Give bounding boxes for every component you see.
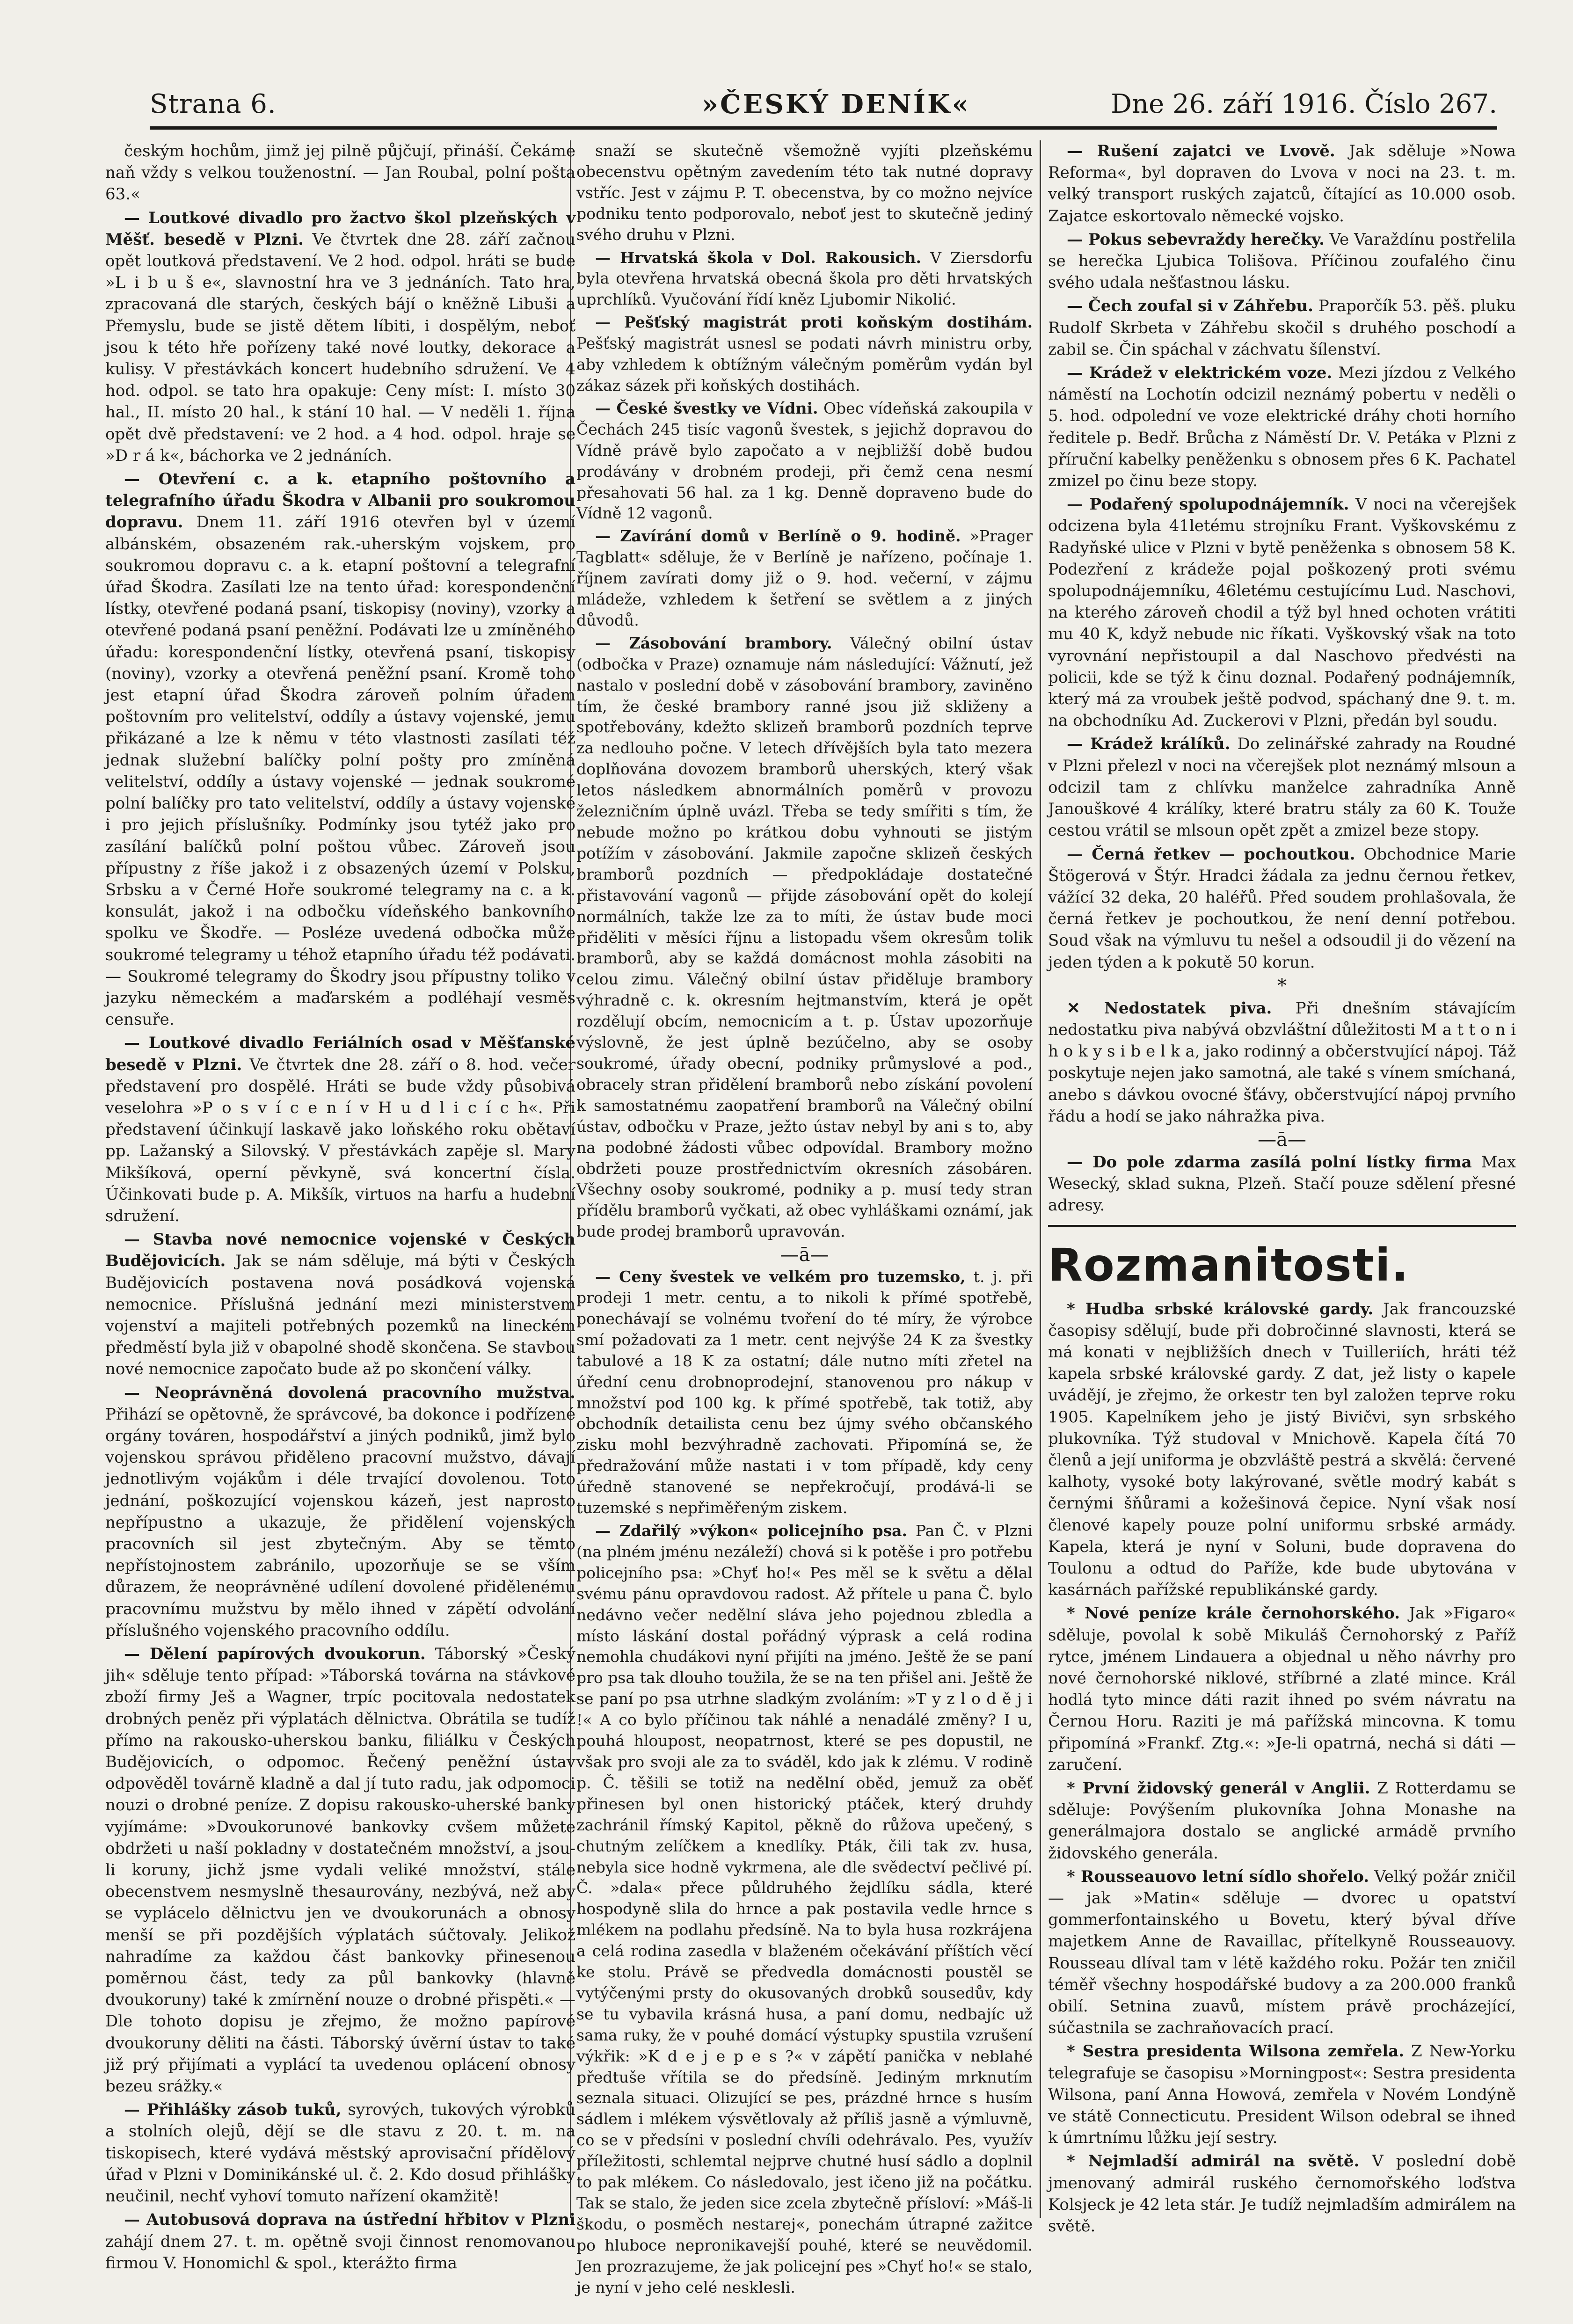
news-article — [105, 468, 575, 1030]
section-heading-rozmanitosti: Rozmanitosti. — [1048, 1238, 1410, 1291]
article-headline: — Zdařilý »výkon« policejního psa. — [595, 1522, 908, 1540]
article-body: snaží se skutečně všemožně vyjíti plzeňskému obecenstvu opětným zavedením této tak nutné dopravy vstříc. Jest v zájmu P. T. obecenstva, by co možno nejvíce podniku tento podporovalo, neboť jest to skutečně jediný svého druhu v Plzni. — [576, 141, 1033, 244]
article-headline: — Krádež v elektrickém voze. — [1067, 364, 1333, 383]
article-headline: * Nejmladší admirál na světě. — [1067, 2152, 1360, 2171]
article-body: t. j. při prodeji 1 metr. centu, a to nikoli k přímé spotřebě, ponechávají se volnému tvoření do té míry, že výrobce smí požadovati za 1 metr. cent nejvýše 24 K za švestky tabulové a 18 K za ostatní; dále nutno míti zřetel na úřední cenu drobnoprodejní, stanovenou pro nákup v množství pod 100 kg. k přímé spotřebě, tak totiž, aby obchodník detailista cenu bez újmy svého občanského zisku mohl bezvýhradně zachovati. Připomíná se, že předražování může nastati i v tom případě, kdy ceny úředně stanovené se nepřekročují, prodává-li se tuzemské s nepřiměřeným ziskem. — [576, 1268, 1033, 1517]
article-headline: * Nové peníze krále černohorského. — [1067, 1604, 1400, 1623]
news-article — [1048, 1151, 1516, 1217]
issue-date: Dne 26. září 1916. Číslo 267. — [1111, 89, 1497, 119]
news-article — [105, 1032, 575, 1227]
article-headline: — Přihlášky zásob tuků, — [124, 2100, 342, 2120]
article-body: Do zelinářské zahrady na Roudné v Plzni přelezl v noci na včerejšek plot neznámý mlsoun a odcizil tam z chlívku manželce zahradníka Anně Janouškové 4 králíky, které bratru stály za 60 K. Touže cestou vrátil se mlsoun opět zpět a zmizel beze stopy. — [1048, 735, 1516, 840]
article-body: Jak francouzské časopisy sdělují, bude při dobročinné slavnosti, která se má konati v nejbližších dnech v Tuilleriích, hráti též kapela srbské královské gardy. Z dat, jež listy o kapele uvádějí, je zřejmo, že orkestr ten byl založen teprve roku 1905. Kapelníkem jeho je jistý Bivičvi, syn srbského plukovníka. Týž studoval v Mnichově. Kapela čítá 70 členů a její uniforma je obzvláště pestrá a skvělá: červené kalhoty, vysoké boty lakýrované, světle modrý kabát s černými šňůrami a kožešinová čepice. Nyní však nosí členové kapely pouze polní uniformu srbské armády. Kapela, která je nyní v Soluni, bude dopravena do Toulonu a odtud do Paříže, kde bude ubytována v kasárnách pařížské republikánské gardy. — [1048, 1299, 1516, 1600]
news-article — [576, 1267, 1033, 1519]
news-article — [105, 1643, 575, 2097]
article-headline: * První židovský generál v Anglii. — [1067, 1779, 1370, 1798]
news-article — [105, 1229, 575, 1380]
article-body: Ve čtvrtek dne 28. září o 8. hod. večer představení pro dospělé. Hráti se bude vždy působivá veselohra »P o s v í c e n í v H u d l i c í c h«. Při představení účinkují laskavě jako loňského roku obětaví pp. Lažanský a Silovský. V přestávkách zapěje sl. Mary Mikšíková, operní pěvkyně, svá koncertní čísla. Účinkovati bude p. A. Mikšík, virtuos na harfu a hudební sdružení. — [105, 1055, 576, 1225]
news-article — [576, 526, 1033, 631]
article-headline: — Rušení zajatci ve Lvově. — [1067, 142, 1335, 160]
article-body: českým hochům, jimž jej pilně půjčují, přináší. Čekáme naň vždy s velkou touženostní. — Jan Roubal, polní pošta 63.« — [105, 142, 575, 204]
news-article — [1048, 733, 1516, 841]
news-article — [576, 398, 1033, 524]
article-headline: — Zavírání domů v Berlíně o 9. hodině. — [595, 527, 961, 546]
article-headline: — Otevření c. a k. etapního poštovního a telegrafního úřadu Škodra v Albanii pro soukromou dopravu. — [105, 470, 575, 532]
article-body: Jak sděluje »Nowa Reforma«, byl dopraven do Lvova v noci na 23. t. m. velký transport ruských zajatců, čítající as 10.000 osob. Zajatce eskortovalo německé vojsko. — [1048, 142, 1516, 226]
news-article — [1048, 140, 1516, 227]
article-body: Velký požár zničil — jak »Matin« sděluje — dvorec u opatství gommerfontainského u Bovetu, který býval dříve majetkem Anne de Ravaillac, přítelkyně Rousseauovy. Rousseau dlíval tam v létě každého roku. Požár ten zničil téměř všechny hospodářské budovy a za 200.000 franků obilí. Setnina zuavů, místem právě procházející, súčastnila se zachraňovacích prací. — [1048, 1867, 1516, 2038]
news-article — [576, 248, 1033, 311]
article-body: Max Wesecký, sklad sukna, Plzeň. Stačí pouze sdělení přesné adresy. — [1048, 1152, 1516, 1215]
article-body: Při dnešním stávajícím nedostatku piva nabývá obzvláštní důležitosti M a t t o n i h o k y s i b e l k a, jako rodinný a občerstvující nápoj. Táž poskytuje nejen jako samotná, ale také s vínem smíchaná, anebo s dávkou ovocné šťávy, občerstvující nápoj prvního řádu a hodí se jako náhražka piva. — [1048, 998, 1516, 1126]
article-body: Z Rotterdamu se sděluje: Povýšením plukovníka Johna Monashe na generálmajora dostalo se anglické armádě prvního židovského generála. — [1048, 1779, 1516, 1863]
news-article — [576, 140, 1033, 246]
article-body: Jak »Figaro« sděluje, povolal k sobě Mikuláš Černohorský z Paříž rytce, jménem Lindauera a objednal u něho návrhy pro nové černohorské niklové, stříbrné a zlaté mince. Král hodlá tyto mince dáti razit ihned po svém návratu na Černou Horu. Raziti je má pařížská mincovna. K tomu připomíná »Frankf. Ztg.«: »Je-li opatrná, nechá si dáti — zaručení. — [1048, 1604, 1516, 1774]
article-headline: — Podařený spolupodnájemník. — [1067, 495, 1349, 514]
article-body: Válečný obilní ústav (odbočka v Praze) oznamuje nám následující: Vážnutí, jež nastalo v poslední době v zásobování brambory, zaviněno tím, že české brambory ranné jsou již skliženy a spotřebovány, kdežto sklizeň bramborů pozdních teprve za nedlouho počne. V letech dřívějších byla tato mezera doplňována dovozem bramborů uherských, který však letos následkem abnormálních poměrů v provozu železničním úplně uvázl. Třeba se tedy smířiti s tím, že nebude možno po krátkou dobu vyhnouti se jistým potížím v zásobování. Jakmile započne sklizeň českých bramborů pozdních — předpokládaje dostatečné přistavování vagonů — přijde zásobování opět do kolejí normálních, takže lze za to míti, že ústav bude moci přiděliti v měsíci říjnu a listopadu všem okresům tolik bramborů, aby se každá domácnost mohla zásobiti na celou zimu. Válečný obilní ústav přiděluje brambory výhradně c. k. okresním hejtmanstvím, která je opět rozdělují obcím, nemocnicím a t. p. Ústav upozorňuje výslovně, že jest úplně bezúčelno, aby se osoby soukromé, úřady obecní, podniky průmyslové a pod., obracely stran přidělení bramborů nebo získání povolení k samostatnému zaopatření bramborů na Válečný obilní ústav, odbočku v Praze, ježto ústav nebyl by ani s to, aby na podobné žádosti vůbec odpovídal. Brambory možno obdržeti pouze prostřednictvím okresních zásobáren. Všechny osoby soukromé, podniky a p. musí tedy stran přídělu bramborů vyčkati, až obec vyhláškami oznámí, jak bude prodej bramborů upravován. — [576, 634, 1033, 1241]
column-divider-2 — [1040, 140, 1041, 2218]
news-article — [1048, 362, 1516, 492]
section-separator: —ā— — [780, 1244, 829, 1266]
section-rule — [1048, 1225, 1516, 1227]
section-separator: —ā— — [1258, 1129, 1306, 1151]
article-body: Z New-Yorku telegrafuje se časopisu »Morningpost«: Sestra presidenta Wilsona, paní Anna Howová, zemřela v Novém Londýně ve státě Connecticutu. President Wilson odebral se ihned k úmrtnímu lůžku její sestry. — [1048, 2042, 1516, 2148]
news-article — [105, 207, 575, 466]
article-body: Táborský »Český jih« sděluje tento případ: »Táborská továrna na stávkové zboží firmy Ješ a Wagner, trpíc pocitovala nedostatek drobných peněz při výplatách dělnictva. Obrátila se tudíž přímo na rakousko-uherskou banku, filiálku v Českých Budějovicích, o odpomoc. Řečený peněžní ústav odpověděl továrně kladně a dal jí tuto radu, jak odpomoci nouzi o drobné peníze. Z dopisu rakousko-uherské banky vyjímáme: »Dvoukorunové bankovky cvšem můžete obdržeti u naší pokladny v dostatečném množství, a jsou-li koruny, jichž jsme vydali veliké množství, stále obecenstvem nesmyslně thesaurovány, nezbývá, než aby se vyplácelo dělnictvu jen ve dvoukorunách a obnosy menší se při pozdějších výplatách súčtovaly. Jelikož nahradíme za každou část bankovky přinesenou poměrnou část, tedy za půl bankovky (hlavně dvoukoruny) také k zmírnění nouze o drobné přispěti.« — Dle tohoto dopisu je zřejmo, že možno papírové dvoukoruny děliti na části. Táborský úvěrní ústav to také již prý přijímati a vyplácí ta uvedenou oplácení obnosy bezeu srážky.« — [105, 1645, 575, 2096]
news-article — [1048, 1778, 1516, 1864]
article-body: V noci na včerejšek odcizena byla 41letému strojníku Frant. Vyškovskému z Radyňské ulice v Plzni v bytě peněženka s obnosem 58 K. Podezření z krádeže pojal poškozený proti svému spolupodnájemníku, 46letému cestujícímu Lud. Naschovi, na kterého zároveň chodil a týž byl hned ochoten vrátiti mu 40 K, když nebude nic říkati. Vyškovský však na toto vyrovnání nepřistoupil a dal Naschovo předvésti na policii, kde se týž k činu doznal. Podařený podnájemník, který má za vroubek ještě podvod, spáchaný dne 9. t. m. na obchodníku Ad. Zuckerovi v Plzni, předán byl soudu. — [1048, 495, 1516, 730]
article-body: Obchodnice Marie Štögerová v Štýr. Hradci žádala za jednu černou řetkev, vážící 32 deka, 20 haléřů. Před soudem prohlašovala, že černá řetkev je pochoutkou, že není denní potřebou. Soud však na výmluvu tu nešel a odsoudil ji do vězení na jeden týden a k pokutě 50 korun. — [1048, 845, 1516, 972]
news-article — [1048, 229, 1516, 294]
article-headline: * Sestra presidenta Wilsona zemřela. — [1067, 2042, 1405, 2061]
article-headline: — Autobusová doprava na ústřední hřbitov v Plzni — [124, 2210, 575, 2229]
news-article — [576, 312, 1033, 396]
news-article — [105, 2099, 575, 2207]
news-article — [1048, 1298, 1516, 1601]
newspaper-title: »ČESKÝ DENÍK« — [702, 89, 970, 120]
news-article — [1048, 1603, 1516, 1776]
article-body: »Prager Tagblatt« sděluje, že v Berlíně je nařízeno, počínaje 1. říjnem zavírati domy již o 9. hod. večerní, v zájmu mládeže, vzhledem k šetření se světlem a z jiných důvodů. — [576, 527, 1033, 629]
news-article — [1048, 2150, 1516, 2237]
column-3 — [1048, 140, 1516, 2239]
article-headline: — Loutkové divadlo Feriálních osad v Měšťanské besedě v Plzni. — [105, 1034, 575, 1074]
article-body: Ve Varaždínu postřelila se herečka Ljubica Tolišova. Příčinou zoufalého činu svého udala nešťastnou lásku. — [1048, 230, 1516, 292]
news-article — [105, 2209, 575, 2274]
article-headline: — Neoprávněná dovolená pracovního mužstva. — [124, 1383, 575, 1402]
news-article — [1048, 844, 1516, 973]
article-body: Dnem 11. září 1916 otevřen byl v území albánském, obsazeném rak.-uherským vojskem, pro soukromou dopravu c. a k. etapní poštovní a telegrafní úřad Škodra. Zasílati lze na tento úřad: korespondenční lístky, otevřené podaná psaní, tiskopisy (noviny), vzorky a otevřené podaná psaní peněžní. Podávati lze u zmíněného úřadu: korespondenční lístky, otevřená psaní, tiskopisy (noviny), vzorky a otevřená peněžní psaní. Kromě toho jest etapní úřad Škodra zároveň polním úřadem poštovním pro velitelství, oddíly a ústavy vojenské, jemu přikázané a lze k němu v této vlastnosti zasílati též jednak služební balíčky polní pošty pro zmíněná velitelství, oddíly a ústavy vojenské — jednak soukromé polní balíčky pro tato velitelství, oddíly a ústavy vojenské i pro jejich příslušníky. Podmínky jsou tytéž jako pro zasílání balíčků polní poštou vůbec. Zároveň jsou přípustny z říše jakož i z obsazených území v Polsku, Srbsku a v Černé Hoře soukromé telegramy na c. a k. konsulát, jakož i na odbočku vídeňského bankovního spolku ve Škodře. — Posléze uvedená odbočka může soukromé telegramy u téhož etapního úřadu též podávati. — Soukromé telegramy do Škodry jsou přípustny toliko v jazyku německém a maďarském a podléhají vesměs censuře. — [105, 513, 575, 1029]
article-headline: * Hudba srbské královské gardy. — [1067, 1299, 1374, 1319]
article-body: Praporčík 53. pěš. pluku Rudolf Skrbeta v Záhřebu skočil s druhého poschodí a zabil se. Čin spáchal v záchvatu šílenství. — [1048, 297, 1516, 359]
article-headline: — Pešťský magistrát proti koňským dostihám. — [595, 313, 1033, 332]
news-article — [1048, 494, 1516, 731]
page-header — [150, 89, 1497, 140]
news-article — [1048, 2040, 1516, 2149]
article-body: Pan Č. v Plzni (na plném jménu nezáleží) chová si k potěše i pro potřebu policejního psa: »Chyť ho!« Pes měl se k světu a dělal svému pánu opravdovou radost. Až přítele u pana Č. bylo nedávno večer nedělní sláva jeho pojednou zbledla a místo láskání dostal pořádný výprask a celá rodina nemohla chudákovi nyní přijíti na jméno. Ještě že se paní pro psa tak dlouho toužila, že se na ten přišel ani. Ještě že se paní po psa utrhne sladkým zvoláním: »T y z l o d ě j i !« A co bylo příčinou tak náhlé a nenadálé změny? I u, pouhá hloupost, neopatrnost, které se pes dopustil, ne však pro svoji ale za to sváděl, kdo jak k zlému. V rodině p. Č. těšili se totiž na nedělní oběd, jemuž za oběť přinesen byl onen historický ptáček, který druhdy zachránil římský Kapitol, pěkně do růžova upečený, s chutným zelíčkem a knedlíky. Pták, čili tak zv. husa, nebyla sice hodně vykrmena, ale dle svědectví pečlivé pí. Č. »dala« přece půldruhého žejdlíku sádla, které hospodyně slila do hrnce a pak postavila vedle hrnce s mlékem na podlahu předsíně. Na to byla husa rozkrájena a celá rodina zasedla v blaženém očekávání příštích věcí ke stolu. Právě se předvedla domácnosti poustěl se vytýčenými prsty do okusovaných drobků sousedův, kdy se tu vybavila krásná husa, a paní domu, nedbajíc už sama ruky, že v pouhé domácí výstupky spustila vzrušení výkřik: »K d e j e p e s ?« v zápětí panička v neblahé předtuše vřítila se do předsíně. Jediným mrknutím seznala situaci. Olizující se pes, prázdné hrnce s husím sádlem i mlékem výsvětlovaly až příliš jasně a výmluvně, co se v předsíni v poslední chvíli odehrávalo. Pes, využív příležitosti, schlemtal nejprve chutné husí sádlo a doplnil to pak mlékem. Co následovalo, jest ičeno již na počátku. Tak se stalo, že jeden sice zcela zbytečně přísloví: »Máš-li škodu, o posměch nestarej«, ponechám útrapné zažitce po hluboce nepronikavejší pouhé, které se neuvědomil. Jen prozrazujeme, že jak policejní pes »Chyť ho!« se stalo, je nyní v jeho celé nesklesli. — [576, 1522, 1033, 2296]
article-body: Pešťský magistrát usnesl se podati návrh ministru orby, aby vzhledem k obtížným válečným poměrům vydán byl zákaz sázek při koňských dostihách. — [576, 334, 1033, 394]
article-headline: — Hrvatská škola v Dol. Rakousich. — [595, 248, 921, 267]
section-separator: * — [1277, 975, 1287, 997]
article-body: syrových, tukových výrobků a stolních olejů, dějí se dle stavu z 20. t. m. na tiskopisech, které vydává městský aprovisační přídělový úřad v Plzni v Dominikánské ul. č. 2. Kdo dosud přihlášky neučinil, nechť vyhoví tomuto nařízení okamžitě! — [105, 2100, 575, 2206]
article-headline: — Čech zoufal si v Záhřebu. — [1067, 297, 1313, 316]
article-body: Jak se nám sděluje, má býti v Českých Budějovicích postavena nová posádková vojenská nemocnice. Příslušná jednání mezi ministerstvem vojenství a majiteli potřebných pozemků na lineckém předměstí byla již v obapolné shodě skončena. Se stavbou nové nemocnice započato bude až po skončení války. — [105, 1252, 575, 1379]
article-headline: — Do pole zdarma zasílá polní lístky firma — [1067, 1152, 1472, 1172]
article-headline: — Dělení papírových dvoukorun. — [124, 1645, 426, 1664]
column-2 — [576, 140, 1033, 2300]
article-headline: — Zásobování brambory. — [595, 634, 832, 652]
article-headline: * Rousseauovo letní sídlo shořelo. — [1067, 1867, 1369, 1886]
column-1 — [105, 140, 575, 2276]
news-article — [1048, 1866, 1516, 2039]
article-headline: — Loutkové divadlo pro žactvo škol plzeňských v Měšť. besedě v Plzni. — [105, 208, 575, 249]
article-headline: — Pokus sebevraždy herečky. — [1067, 230, 1325, 249]
article-headline: — Krádež králíků. — [1067, 735, 1231, 754]
article-body: V Ziersdorfu byla otevřena hrvatská obecná škola pro děti hrvatských uprchlíků. Vyučování řídí kněz Ljubomir Nikolić. — [576, 248, 1033, 309]
news-article — [105, 1382, 575, 1641]
article-headline: — Stavba nové nemocnice vojenské v Českých Budějovicích. — [105, 1230, 575, 1271]
article-headline: — České švestky ve Vídni. — [595, 399, 818, 417]
article-body: Ve čtvrtek dne 28. září začnou opět loutková představení. Ve 2 hod. odpol. hráti se bude »L i b u š e«, slavnostní hra ve 3 jednáních. Tato hra, zpracovaná dle starých, českých bájí o kněžně Libuši a Přemyslu, bude se jistě dětem líbiti, i dospělým, neboť jsou k této hře pořízeny také nové loutky, dekorace a kulisy. V přestávkách koncert hudebního sdružení. Ve 4 hod. odpol. se tato hra opakuje: Ceny míst: I. místo 30 hal., II. místo 20 hal., k stání 10 hal. — V neděli 1. října opět dvě představení: ve 2 hod. a 4 hod. odpol. hraje se »D r á k«, báchorka ve 2 jednáních. — [105, 230, 575, 465]
news-article — [576, 1521, 1033, 2298]
news-article — [576, 633, 1033, 1242]
page-number: Strana 6. — [150, 89, 277, 119]
article-body: V poslední době jmenovaný admirál ruského černomořského loďstva Kolsjeck je 42 leta stár. Je tudíž nejmladším admirálem na světě. — [1048, 2152, 1516, 2236]
article-body: Přihází se opětovně, že správcové, ba dokonce i podřízené orgány továren, hospodářství a jiných podniků, jimž bylo vojenskou správou přiděleno pracovní mužstvo, dávají jednotlivým vojákům i déle trvající dovolenou. Toto jednání, poškozující vojenskou kázeň, jest naprosto nepřípustno a ukazuje, že přidělení vojenských pracovních sil jest zbytečným. Aby se těmto nepřístojnostem zabránilo, upozorňuje se se vším důrazem, že neoprávněné udílení dovolené přidělenému pracovnímu mužstvu by mělo ihned v zápětí odvolání příslušného vojenského pracovního oddílu. — [105, 1405, 575, 1640]
news-article — [1048, 295, 1516, 360]
article-headline: ✕ Nedostatek piva. — [1067, 998, 1272, 1018]
article-headline: — Ceny švestek ve velkém pro tuzemsko, — [595, 1268, 966, 1286]
article-body: Mezi jízdou z Velkého náměstí na Lochotín odcizil neznámý pobertu v neděli o 5. hod. odpolední ve voze elektrické dráhy choti horního ředitele p. Bedř. Brůcha z Náměstí Dr. V. Petáka v Plzni z příruční kabelky peněženku s obnosem přes 6 K. Pachatel zmizel po činu beze stopy. — [1048, 364, 1516, 491]
header-rule — [150, 126, 1497, 130]
news-article — [105, 140, 575, 205]
article-body: zahájí dnem 27. t. m. opětně svoji činnost renomovanou firmou V. Honomichl & spol., kterážto firma — [105, 2232, 575, 2273]
article-headline: — Černá řetkev — pochoutkou. — [1067, 845, 1355, 864]
article-body: Obec vídeňská zakoupila v Čechách 245 tisíc vagonů švestek, s jejichž dopravou do Vídně právě bylo započato a v nejbližší době budou prodávány v drobném prodeji, při čemž cena nesmí přesahovati 56 hal. za 1 kg. Denně dopraveno bude do Vídně 12 vagonů. — [576, 399, 1033, 523]
news-article — [1048, 998, 1516, 1127]
